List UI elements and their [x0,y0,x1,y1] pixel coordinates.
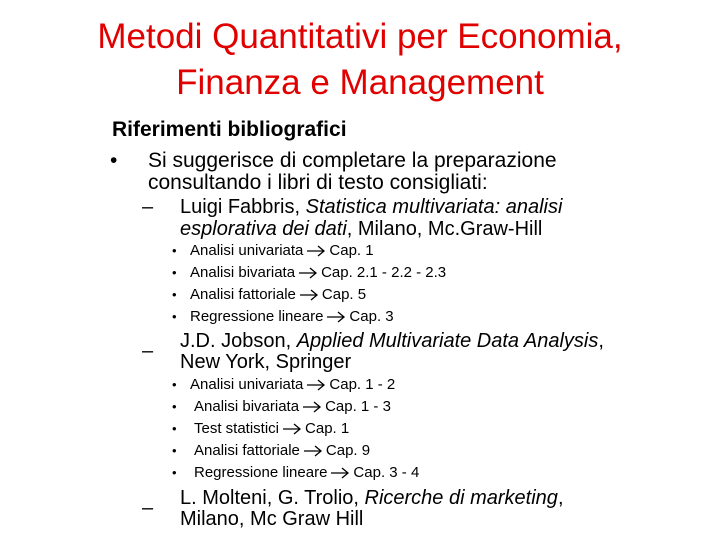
right-arrow-icon [306,374,326,396]
book-3-title: Ricerche di marketing [364,487,558,509]
title-line-1: Metodi Quantitativi per Economia, [97,17,623,56]
book-1-line-1 [180,196,562,218]
slide-title [0,14,720,106]
right-arrow-icon [298,262,318,284]
chapter-ref: Cap. 1 [305,420,350,437]
chapter-topic: Analisi bivariata [190,264,296,281]
book-1-title: Statistica multivariata: analisi [305,196,563,218]
bullet-marker: • [172,243,177,258]
book-2-title: Applied Multivariate Data Analysis [296,330,599,352]
chapter-topic: Analisi bivariata [194,398,300,415]
right-arrow-icon [306,240,326,262]
book-2-line-1 [180,330,604,352]
right-arrow-icon [303,440,323,462]
book-2-title-suffix: , [598,330,604,352]
dash-marker: – [142,340,154,362]
bullet-marker: • [172,377,177,392]
chapter-topic: Analisi univariata [190,376,304,393]
bullet-marker: • [172,309,177,324]
chapter-topic: Analisi fattoriale [190,286,296,303]
intro-text-line-1: Si suggerisce di completare la preparazione [148,149,557,172]
chapter-ref: Cap. 1 [329,242,374,259]
book-3-line-1 [180,487,564,509]
dash-marker: – [142,196,154,218]
book-3-author: L. Molteni, G. Trolio, [180,487,365,509]
right-arrow-icon [330,462,350,484]
bullet-marker: • [172,265,177,280]
book-1-author: Luigi Fabbris, [180,196,306,218]
section-heading: Riferimenti bibliografici [112,118,347,141]
dash-marker: – [142,497,154,519]
bullet-marker: • [172,287,177,302]
bullet-marker: • [110,149,118,172]
chapter-ref: Cap. 5 [321,286,367,303]
chapter-topic: Analisi univariata [190,242,304,259]
chapter-ref: Cap. 3 - 4 [353,464,420,481]
right-arrow-icon [299,284,319,306]
book-1-publisher: , Milano, Mc.Graw-Hill [346,218,543,240]
chapter-topic: Analisi fattoriale [194,442,300,459]
right-arrow-icon [326,306,346,328]
book-1-title-cont: esplorativa dei dati [180,218,347,240]
chapter-ref: Cap. 3 [349,308,394,325]
book-3-title-suffix: , [557,487,564,509]
chapter-ref: Cap. 1 - 3 [325,398,391,415]
chapter-ref: Cap. 9 [325,442,371,459]
book-2-line-2: New York, Springer [180,351,352,373]
book-3-line-2: Milano, Mc Graw Hill [180,508,364,530]
chapter-ref: Cap. 2.1 - 2.2 - 2.3 [321,264,447,281]
bullet-marker: • [172,443,177,458]
book-1-line-2 [180,218,542,240]
bullet-marker: • [172,465,177,480]
chapter-topic: Test statistici [194,420,280,437]
bullet-marker: • [172,399,177,414]
chapter-topic: Regressione lineare [190,308,324,325]
chapter-ref: Cap. 1 - 2 [329,376,396,393]
intro-text-line-2: consultando i libri di testo consigliati: [148,171,488,194]
title-line-2: Finanza e Management [176,63,544,102]
right-arrow-icon [302,396,322,418]
chapter-topic: Regressione lineare [194,464,328,481]
book-2-author: J.D. Jobson, [180,330,297,352]
bullet-marker: • [172,421,177,436]
right-arrow-icon [282,418,302,440]
